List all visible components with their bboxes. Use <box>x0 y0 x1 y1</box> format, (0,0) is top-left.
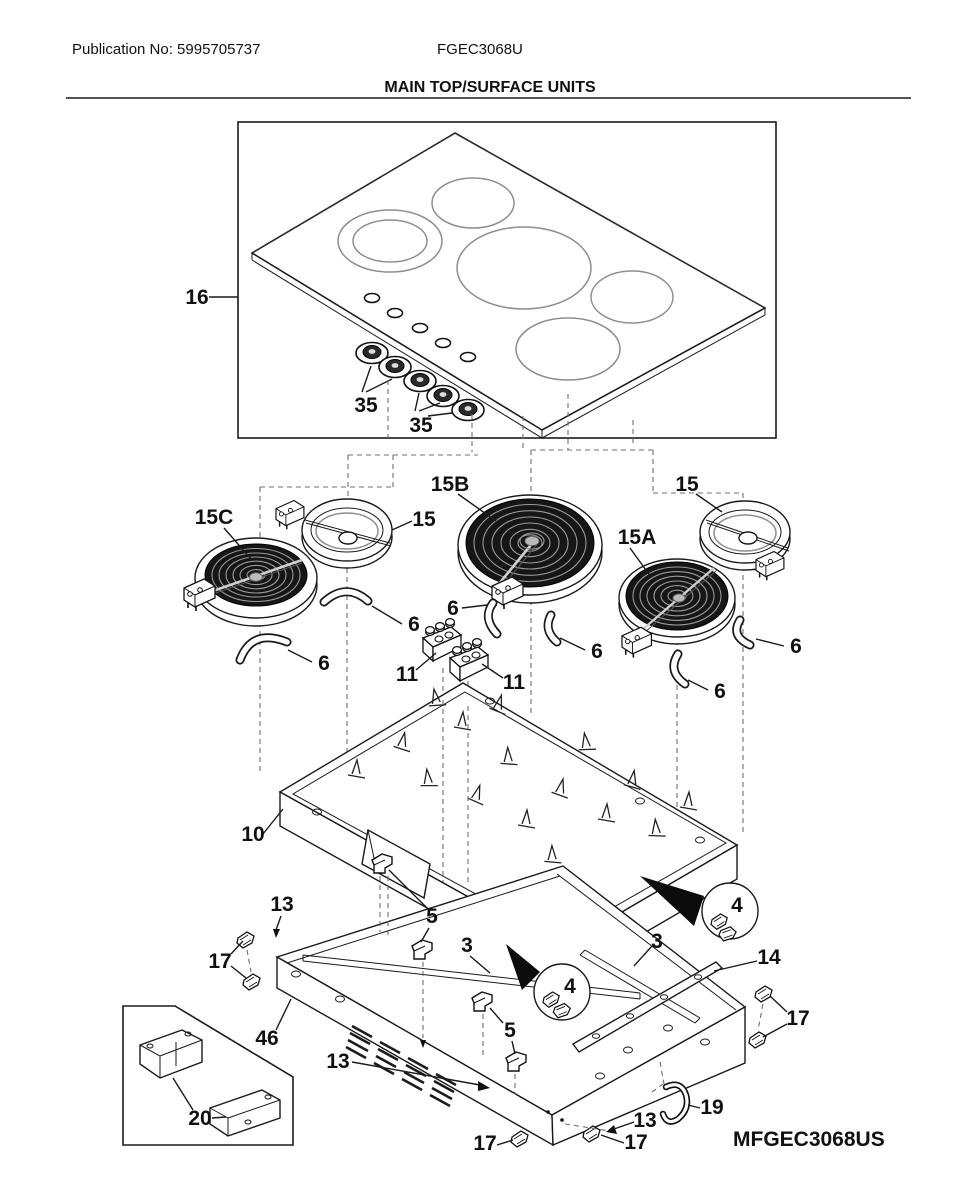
callout-11: 11 <box>395 663 419 686</box>
publication-number: Publication No: 5995705737 <box>72 41 261 58</box>
callout-13: 13 <box>633 1109 657 1132</box>
callout-20: 20 <box>188 1107 212 1130</box>
callout-6: 6 <box>714 680 726 703</box>
callout-13: 13 <box>326 1050 350 1073</box>
callout-4: 4 <box>564 975 576 998</box>
callout-6: 6 <box>408 613 420 636</box>
diagram-code: MFGEC3068US <box>733 1128 885 1151</box>
element-15B <box>458 495 602 609</box>
callout-15: 15 <box>412 508 436 531</box>
element-15C <box>184 538 317 626</box>
callout-13: 13 <box>270 893 294 916</box>
callout-10: 10 <box>241 823 265 846</box>
callout-3: 3 <box>461 934 473 957</box>
callout-17: 17 <box>473 1132 497 1155</box>
callout-5: 5 <box>426 905 438 928</box>
callout-15B: 15B <box>430 473 470 496</box>
callout-46: 46 <box>255 1027 279 1050</box>
cooktop-glass-panel <box>238 122 776 438</box>
callout-17: 17 <box>624 1131 648 1154</box>
callout-4: 4 <box>731 894 743 917</box>
callout-35: 35 <box>409 414 433 437</box>
callout-17: 17 <box>786 1007 810 1030</box>
callout-35: 35 <box>354 394 378 417</box>
callout-15: 15 <box>675 473 699 496</box>
callout-6: 6 <box>591 640 603 663</box>
callout-17: 17 <box>208 950 232 973</box>
element-15A <box>619 559 735 658</box>
callout-11: 11 <box>502 671 526 694</box>
callout-6: 6 <box>318 652 330 675</box>
callout-5: 5 <box>504 1019 516 1042</box>
callout-19: 19 <box>700 1096 724 1119</box>
header <box>66 41 911 98</box>
callout-6: 6 <box>447 597 459 620</box>
callout-15C: 15C <box>194 506 234 529</box>
callout-6: 6 <box>790 635 802 658</box>
callout-3: 3 <box>651 930 663 953</box>
terminal-blocks-11 <box>423 619 488 681</box>
callout-15A: 15A <box>617 526 657 549</box>
model-number: FGEC3068U <box>437 41 523 58</box>
callout-16: 16 <box>185 286 209 309</box>
callout-14: 14 <box>757 946 781 969</box>
page-title: MAIN TOP/SURFACE UNITS <box>384 79 596 96</box>
